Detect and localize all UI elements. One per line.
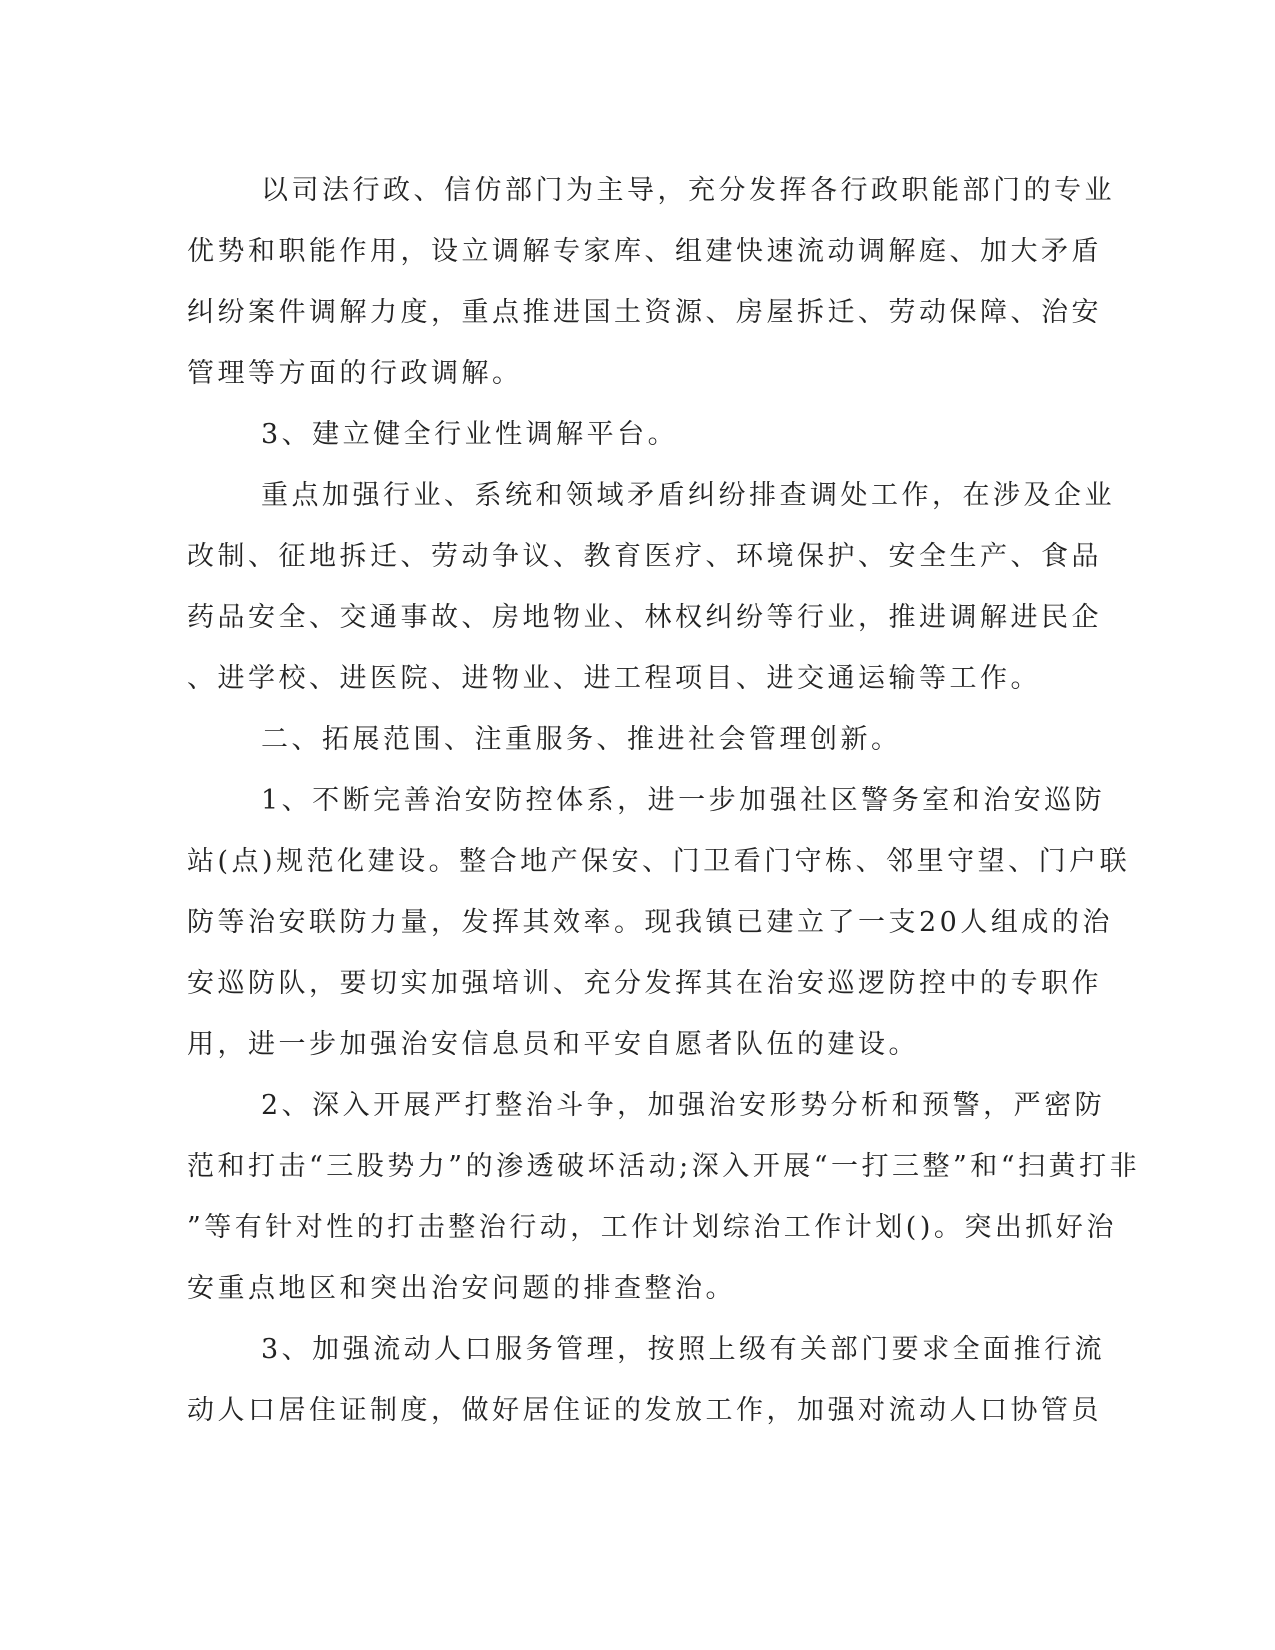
text-line: 重点加强行业、系统和领域矛盾纠纷排查调处工作，在涉及企业 — [261, 480, 1115, 511]
text-line: ”等有针对性的打击整治行动，工作计划综治工作计划()。突出抓好治 — [187, 1212, 1117, 1243]
text-line: 防等治安联防力量，发挥其效率。现我镇已建立了一支20人组成的治 — [187, 907, 1113, 938]
text-line: 纠纷案件调解力度，重点推进国土资源、房屋拆迁、劳动保障、治安 — [187, 297, 1102, 328]
section-heading: 3、建立健全行业性调解平台。 — [261, 419, 679, 450]
document-body — [187, 160, 1141, 1441]
text-line: 1、不断完善治安防控体系，进一步加强社区警务室和治安巡防 — [261, 785, 1106, 816]
text-line: 优势和职能作用，设立调解专家库、组建快速流动调解庭、加大矛盾 — [187, 236, 1102, 267]
text-line: 以司法行政、信仿部门为主导，充分发挥各行政职能部门的专业 — [261, 175, 1115, 206]
text-line: 3、加强流动人口服务管理，按照上级有关部门要求全面推行流 — [261, 1334, 1106, 1365]
text-line: 范和打击“三股势力”的渗透破坏活动;深入开展“一打三整”和“扫黄打非 — [187, 1151, 1141, 1182]
text-line: 药品安全、交通事故、房地物业、林权纠纷等行业，推进调解进民企 — [187, 602, 1102, 633]
text-line: 改制、征地拆迁、劳动争议、教育医疗、环境保护、安全生产、食品 — [187, 541, 1102, 572]
text-line: 安巡防队，要切实加强培训、充分发挥其在治安巡逻防控中的专职作 — [187, 968, 1102, 999]
text-line: 动人口居住证制度，做好居住证的发放工作，加强对流动人口协管员 — [187, 1395, 1102, 1426]
text-line: 安重点地区和突出治安问题的排查整治。 — [187, 1273, 736, 1304]
text-line: 、进学校、进医院、进物业、进工程项目、进交通运输等工作。 — [187, 663, 1041, 694]
text-line: 2、深入开展严打整治斗争，加强治安形势分析和预警，严密防 — [261, 1090, 1106, 1121]
text-line: 管理等方面的行政调解。 — [187, 358, 523, 389]
text-line: 用，进一步加强治安信息员和平安自愿者队伍的建设。 — [187, 1029, 919, 1060]
text-line: 站(点)规范化建设。整合地产保安、门卫看门守栋、邻里守望、门户联 — [187, 846, 1131, 877]
section-heading: 二、拓展范围、注重服务、推进社会管理创新。 — [261, 724, 902, 755]
